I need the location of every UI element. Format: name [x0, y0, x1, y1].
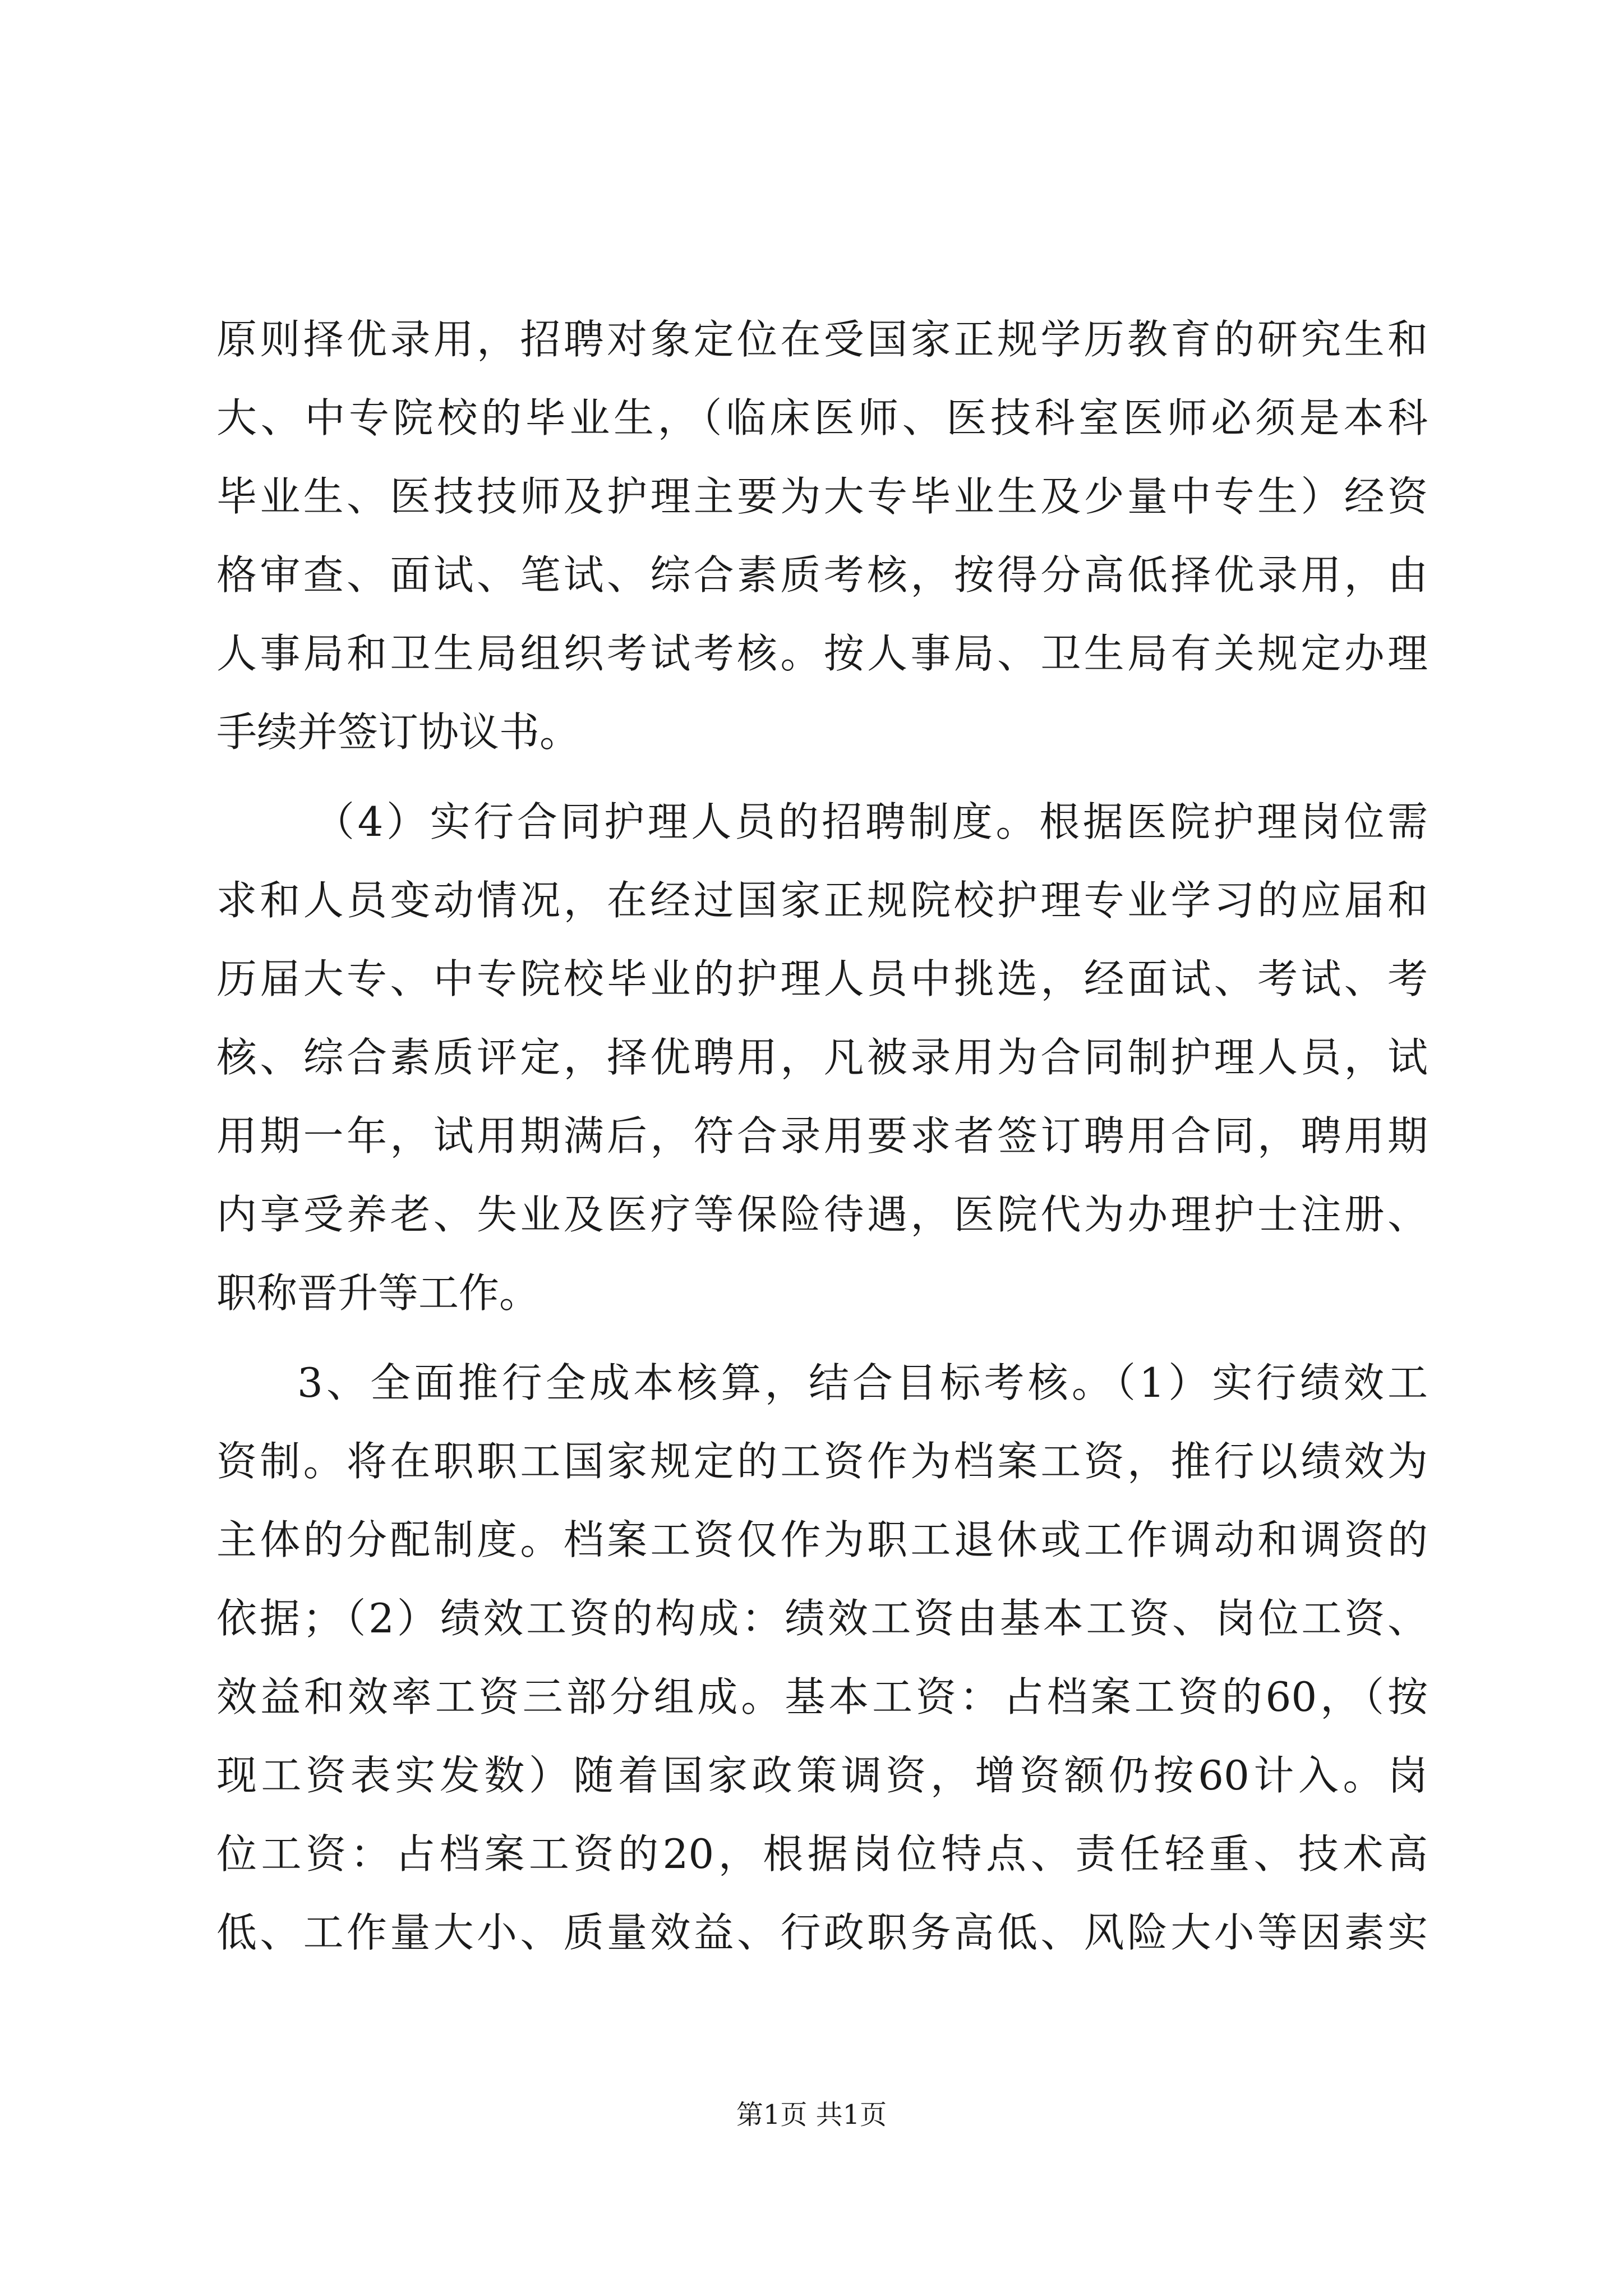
text-line: 核、综合素质评定，择优聘用，凡被录用为合同制护理人员，试	[216, 1034, 1428, 1081]
text-line: 大、中专院校的毕业生，（临床医师、医技科室医师必须是本科	[216, 394, 1428, 441]
text-line: 低、工作量大小、质量效益、行政职务高低、风险大小等因素实	[216, 1909, 1428, 1956]
text-line: 历届大专、中专院校毕业的护理人员中挑选，经面试、考试、考	[216, 955, 1428, 1002]
text-line: 毕业生、医技技师及护理主要为大专毕业生及少量中专生）经资	[216, 473, 1428, 520]
text-line: 位工资：占档案工资的20，根据岗位特点、责任轻重、技术高	[216, 1830, 1428, 1878]
text-line: 3、全面推行全成本核算，结合目标考核。（1）实行绩效工	[297, 1359, 1428, 1406]
text-line: 现工资表实发数）随着国家政策调资，增资额仍按60计入。岗	[216, 1752, 1428, 1799]
text-line: 资制。将在职职工国家规定的工资作为档案工资，推行以绩效为	[216, 1438, 1428, 1485]
text-line: 依据；（2）绩效工资的构成：绩效工资由基本工资、岗位工资、	[216, 1595, 1428, 1642]
text-line: 用期一年，试用期满后，符合录用要求者签订聘用合同，聘用期	[216, 1112, 1428, 1159]
text-line: 原则择优录用，招聘对象定位在受国家正规学历教育的研究生和	[216, 316, 1428, 363]
text-line: 手续并签订协议书。	[216, 708, 580, 756]
text-line: 效益和效率工资三部分组成。基本工资：占档案工资的60，（按	[216, 1673, 1428, 1720]
text-line: （4）实行合同护理人员的招聘制度。根据医院护理岗位需	[314, 798, 1428, 845]
text-line: 主体的分配制度。档案工资仅作为职工退休或工作调动和调资的	[216, 1516, 1428, 1563]
text-line: 职称晋升等工作。	[216, 1269, 540, 1317]
page-footer: 第1页 共1页	[736, 2099, 887, 2131]
text-line: 人事局和卫生局组织考试考核。按人事局、卫生局有关规定办理	[216, 630, 1428, 677]
text-line: 求和人员变动情况，在经过国家正规院校护理专业学习的应届和	[216, 877, 1428, 924]
text-line: 格审查、面试、笔试、综合素质考核，按得分高低择优录用，由	[216, 551, 1428, 599]
text-line: 内享受养老、失业及医疗等保险待遇，医院代为办理护士注册、	[216, 1191, 1428, 1238]
